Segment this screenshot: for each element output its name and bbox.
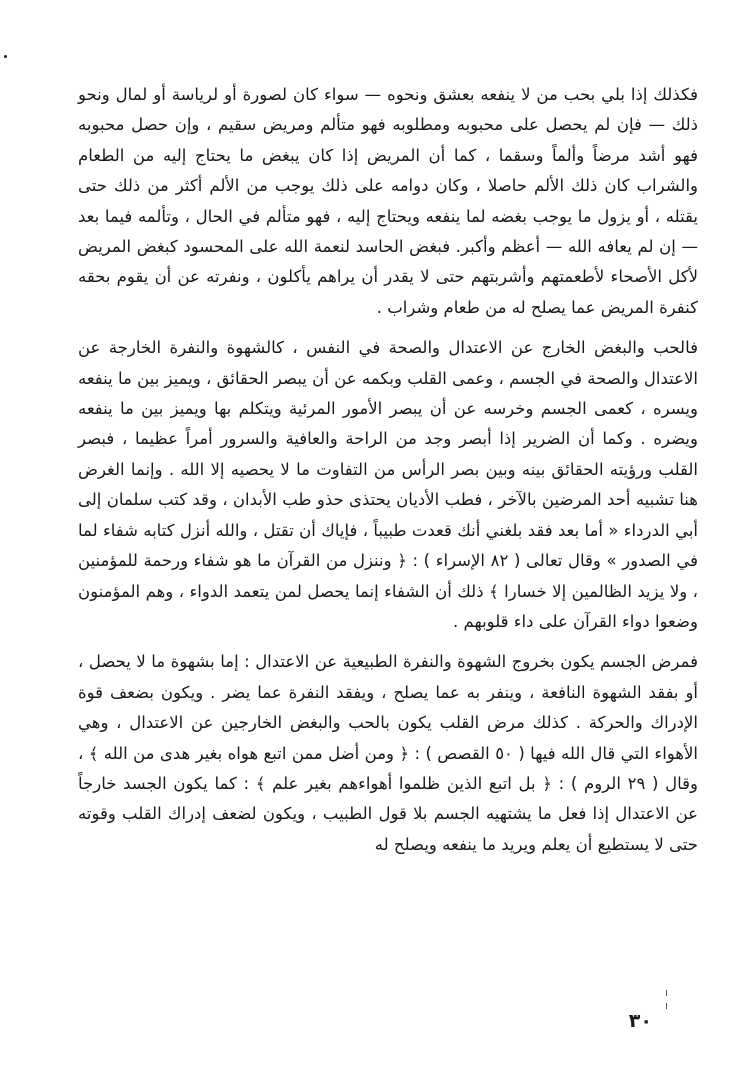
- gutter-tick-mark: [666, 990, 667, 996]
- page-number: ٣٠: [628, 1010, 652, 1032]
- paragraph-3: فمرض الجسم يكون بخروج الشهوة والنفرة الطبيعية عن الاعتدال : إما بشهوة ما لا يحصل ، أو بفقد الشهوة النافعة ، وينفر به عما يصلح ، ويفقد النفرة عما يضر . ويكون بضعف قوة الإدراك والحركة . كذلك مرض القلب يكون بالحب والبغض الخارجين عن الاعتدال ، وهي الأهواء التي قال الله فيها ( ٥٠ القصص ) : ﴿ ومن أضل ممن اتبع هواه بغير هدى من الله ﴾ ، وقال ( ٢٩ الروم ) : ﴿ بل اتبع الذين ظلموا أهواءهم بغير علم ﴾ : كما يكون الجسد خارجاً عن الاعتدال إذا فعل ما يشتهيه الجسم بلا قول الطبيب ، ويكون لضعف إدراك القلب وقوته حتى لا يستطيع أن يعلم ويريد ما ينفعه ويصلح له: [78, 652, 698, 854]
- body-text: [78, 80, 698, 860]
- paragraph-2: فالحب والبغض الخارج عن الاعتدال والصحة في النفس ، كالشهوة والنفرة الخارجة عن الاعتدال والصحة في الجسم ، وعمى القلب وبكمه عن أن يبصر الحقائق ، ويميز بين ما ينفعه ويسره ، كعمى الجسم وخرسه عن أن يبصر الأمور المرئية ويتكلم بها ويميز بين ما ينفعه ويضره . وكما أن الضرير إذا أبصر وجد من الراحة والعافية والسرور أمراً عظيما ، فبصر القلب ورؤيته الحقائق بينه وبين بصر الرأس من التفاوت ما لا يحصيه إلا الله . وإنما الغرض هنا تشبيه أحد المرضين بالآخر ، فطب الأديان يحتذى حذو طب الأبدان ، وقد كتب سلمان إلى أبي الدرداء « أما بعد فقد بلغني أنك قعدت طبيباً ، فإياك أن تقتل ، والله أنزل كتابه شفاء لما في الصدور » وقال تعالى ( ٨٢ الإسراء ) : ﴿ وننزل من القرآن ما هو شفاء ورحمة للمؤمنين ، ولا يزيد الظالمين إلا خسارا ﴾ ذلك أن الشفاء إنما يحصل لمن يتعمد الدواء ، وهم المؤمنون وضعوا دواء القرآن على داء قلوبهم .: [78, 338, 698, 631]
- paragraph-1: فكذلك إذا بلي بحب من لا ينفعه بعشق ونحوه — سواء كان لصورة أو لرياسة أو لمال ونحو ذلك — فإن لم يحصل على محبوبه ومطلوبه فهو متألم ومريض سقيم ، وإن حصل محبوبه فهو أشد مرضاً وألماً وسقما ، كما أن المريض إذا كان يبغض ما يحتاج إليه من الطعام والشراب كان ذلك الألم حاصلا ، وكان دوامه على ذلك يوجب من الألم أكثر من ذلك حتى يقتله ، أو يزول ما يوجب بغضه لما ينفعه ويحتاج إليه ، فهو متألم في الحال ، وتألمه فيما بعد — إن لم يعافه الله — أعظم وأكبر. فبغض الحاسد لنعمة الله على المحسود كبغض المريض لأكل الأصحاء لأطعمتهم وأشربتهم حتى لا يقدر أن يراهم يأكلون ، ونفرته عن أن يقوم بحقه كنفرة المريض عما يصلح له من طعام وشراب .: [78, 85, 698, 317]
- gutter-tick-mark: [666, 1003, 667, 1009]
- margin-dot-mark: [4, 55, 7, 58]
